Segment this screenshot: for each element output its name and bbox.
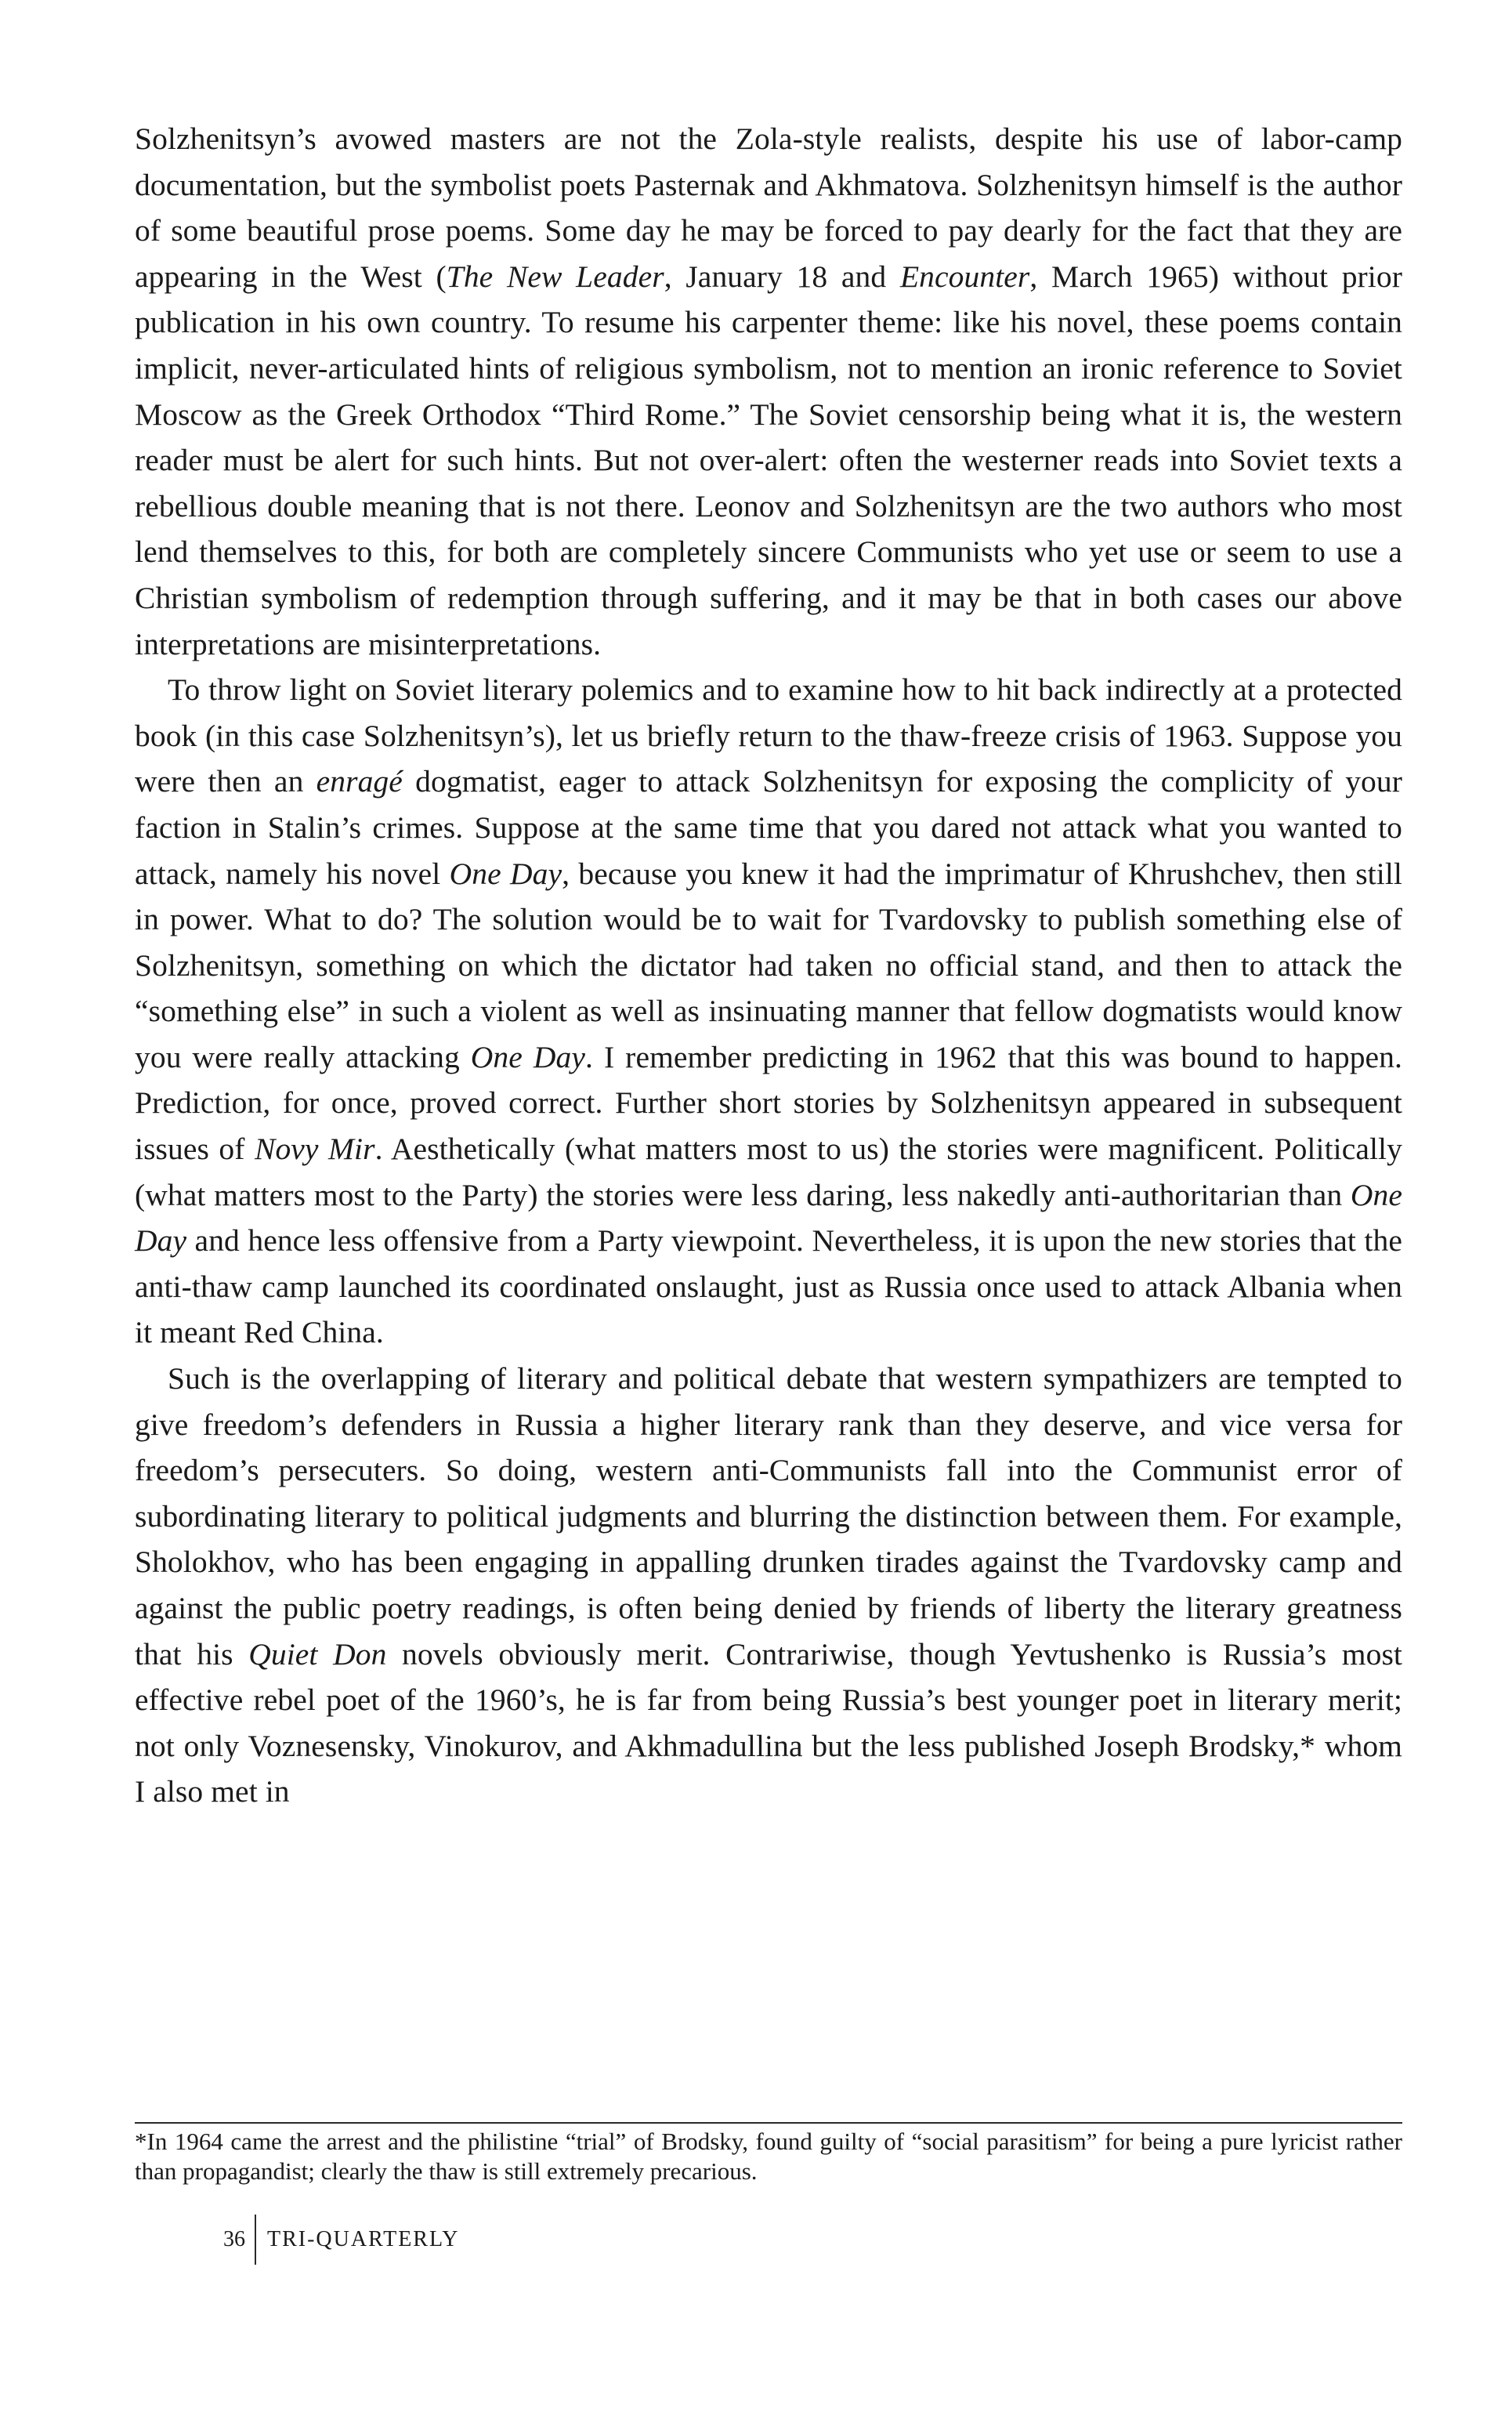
text-run: Such is the overlapping of literary and political debate that western sympathizers are tempted to give freedom’s defenders in Russia a higher literary rank than they deserve, and vice versa for freedom’s persecuters. So doing, western anti-Communists fall into the Communist error of subordinating literary to political judgments and blurring the distinction between them. For example, Sholokhov, who has been engaging in appalling drunken tirades against the Tvardovsky camp and against the public poetry readings, is often being denied by friends of liberty the literary greatness that his — [135, 1361, 1402, 1671]
italic-title: Quiet Don — [248, 1636, 387, 1671]
italic-title: Encounter — [899, 259, 1030, 294]
text-run: dogmatist, eager to attack Solzhenitsyn for exposing the complicity of your faction in Stalin’s crimes. Suppose at the same time that you dared not attack what you wanted to attack, namely his novel — [135, 764, 1402, 891]
italic-title: enragé — [316, 764, 403, 799]
page-number: 36 — [223, 2227, 245, 2251]
paragraph-2 — [135, 667, 1402, 1356]
italic-title: One Day — [449, 856, 562, 891]
footnote-divider — [135, 2122, 1402, 2124]
text-run: novels obviously merit. Contrariwise, though Yevtushenko is Russia’s most effective rebel poet of the 1960’s, he is far from being Russia’s best younger poet in literary merit; not only Voznesensky, Vinokurov, and Akhmadullina but the less published Joseph Brodsky,* whom I also met in — [135, 1636, 1402, 1809]
body-text — [135, 116, 1402, 1815]
italic-title: One Day — [470, 1039, 585, 1074]
text-run: , January 18 and — [664, 259, 900, 294]
text-run: . Aesthetically (what matters most to us) the stories were magnificent. Politically (what matters most to the Party) the stories were less daring, less nakedly anti-authoritarian than — [135, 1132, 1402, 1212]
paragraph-1 — [135, 116, 1402, 667]
text-run: and hence less offensive from a Party viewpoint. Nevertheless, it is upon the new stories that the anti-thaw camp launched its coordinated onslaught, just as Russia once used to attack Albania when it meant Red China. — [135, 1223, 1402, 1350]
text-run: . I remember predicting in 1962 that this was bound to happen. Prediction, for once, proved correct. Further short stories by Solzhenitsyn appeared in subsequent issues of — [135, 1039, 1402, 1167]
italic-title: Novy Mir — [255, 1132, 375, 1167]
footnote: *In 1964 came the arrest and the philistine “trial” of Brodsky, found guilty of “social parasitism” for being a pure lyricist rather than propagandist; clearly the thaw is still extremely precarious. — [135, 2128, 1402, 2185]
text-run: , March 1965) without prior publication in his own country. To resume his carpenter theme: like his novel, these poems contain implicit, never-articulated hints of religious symbolism, not to mention an ironic reference to Soviet Moscow as the Greek Orthodox “Third Rome.” The Soviet censorship being what it is, the western reader must be alert for such hints. But not over-alert: often the westerner reads into Soviet texts a rebellious double meaning that is not there. Leonov and Solzhenitsyn are the two authors who most lend themselves to this, for both are completely sincere Communists who yet use or seem to use a Christian symbolism of redemption through suffering, and it may be that in both cases our above interpretations are misinterpretations. — [135, 259, 1402, 661]
text-run: , because you knew it had the imprimatur of Khrushchev, then still in power. What to do? The solution would be to wait for Tvardovsky to publish something else of Solzhenitsyn, something on which the dictator had taken no official stand, and then to attack the “something else” in such a violent as well as insinuating manner that fellow dogmatists would know you were really attacking — [135, 856, 1402, 1074]
paragraph-3 — [135, 1356, 1402, 1815]
page-footer — [223, 2215, 460, 2265]
running-title: TRI-QUARTERLY — [267, 2227, 460, 2251]
italic-title: The New Leader — [446, 259, 664, 294]
text-run: To throw light on Soviet literary polemics and to examine how to hit back indirectly at a protected book (in this case Solzhenitsyn’s), let us briefly return to the thaw-freeze crisis of 1963. Suppose you were then an — [135, 672, 1402, 799]
italic-title: One Day — [135, 1177, 1402, 1259]
text-run: Solzhenitsyn’s avowed masters are not the Zola-style realists, despite his use of labor-camp documentation, but the symbolist poets Pasternak and Akhmatova. Solzhenitsyn himself is the author of some beautiful prose poems. Some day he may be forced to pay dearly for the fact that they are appearing in the West ( — [135, 121, 1402, 294]
